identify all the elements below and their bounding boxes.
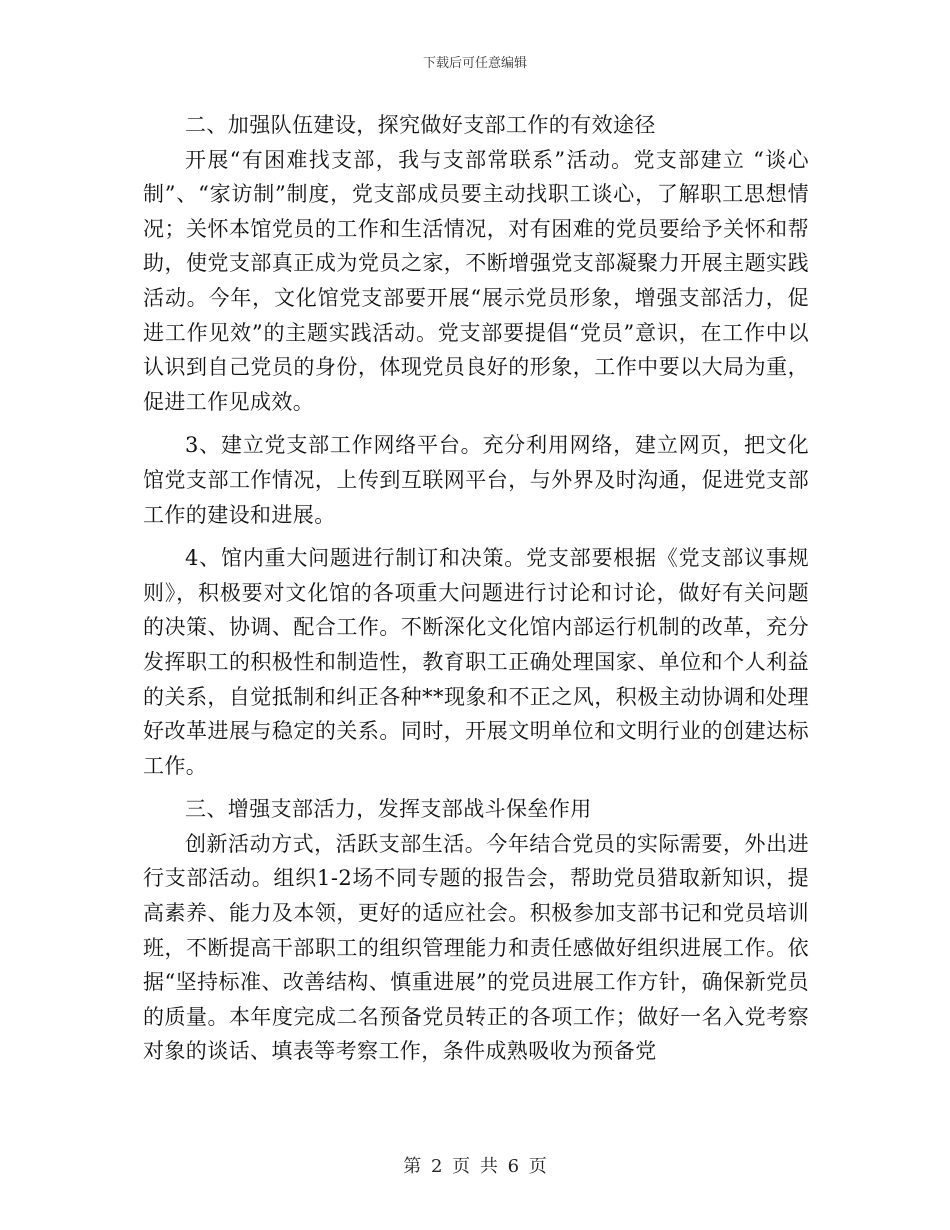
section-heading-3: 三、增强支部活力，发挥支部战斗保垒作用: [185, 797, 592, 822]
page-number: 第 2 页 共 6 页: [403, 1156, 547, 1177]
page-header: 下载后可任意编辑: [422, 56, 527, 71]
paragraph: 4、馆内重大问题进行制订和决策。党支部要根据《党支部议事规则》，积极要对文化馆的各项重大问题进行讨论和讨论，做好有关问题的决策、协调、配合工作。不断深化文化馆内部运行机制的改革，充分发挥职工的积极性和制造性，教育职工正确处理国家、单位和个人利益的关系，自觉抵制和纠正各种**现象和不正之风，积极主动协调和处理好改革进展与稳定的关系。同时，开展文明单位和文明行业的创建达标工作。: [143, 546, 809, 778]
paragraph: 开展“有困难找支部，我与支部常联系”活动。党支部建立 “谈心制”、“家访制”制度，党支部成员要主动找职工谈心，了解职工思想情况；关怀本馆党员的工作和生活情况，对有困难的党员要给予关怀和帮助，使党支部真正成为党员之家，不断增强党支部凝聚力开展主题实践活动。今年，文化馆党支部要开展“展示党员形象，增强支部活力，促进工作见效”的主题实践活动。党支部要提倡“党员”意识，在工作中以认识到自己党员的身份，体现党员良好的形象，工作中要以大局为重，促进工作见成效。: [143, 147, 809, 414]
document-body: [143, 108, 809, 1069]
paragraph: 创新活动方式，活跃支部生活。今年结合党员的实际需要，外出进行支部活动。组织1-2场不同专题的报告会，帮助党员猎取新知识，提高素养、能力及本领，更好的适应社会。积极参加支部书记和党员培训班，不断提高干部职工的组织管理能力和责任感做好组织进展工作。依据“坚持标准、改善结构、慎重进展”的党员进展工作方针，确保新党员的质量。本年度完成二名预备党员转正的各项工作；做好一名入党考察对象的谈话、填表等考察工作，条件成熟吸收为预备党: [143, 831, 809, 1064]
section-heading-2: 二、加强队伍建设，探究做好支部工作的有效途径: [185, 113, 656, 137]
paragraph: 3、建立党支部工作网络平台。充分利用网络，建立网页，把文化馆党支部工作情况，上传到互联网平台，与外界及时沟通，促进党支部工作的建设和进展。: [143, 433, 809, 527]
